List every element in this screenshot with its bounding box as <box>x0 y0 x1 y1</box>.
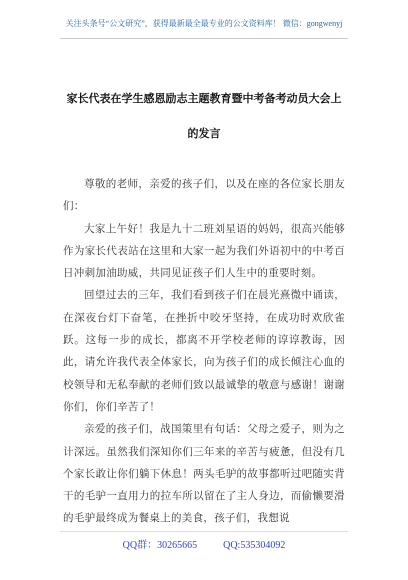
document-body <box>63 173 345 530</box>
document-title-line2: 的发言 <box>187 127 221 140</box>
footer-qq: QQ:535304092 <box>223 540 286 551</box>
page-footer <box>0 536 408 551</box>
footer-qq-group: QQ群：30265665 <box>122 540 198 551</box>
page-header: 关注头条号“公文研究”，获得最新最全最专业的公文资料库！ 微信：gongwenyj <box>65 19 343 28</box>
document-title-line1: 家长代表在学生感恩励志主题教育暨中考备考动员大会上 <box>66 92 342 105</box>
paragraph-salutation: 尊敬的老师，亲爱的孩子们，以及在座的各位家长朋友们： <box>63 178 345 213</box>
footer-divider <box>60 531 348 532</box>
paragraph-thanks: 回望过去的三年，我们看到孩子们在晨光熹微中诵读，在深夜台灯下奋笔，在挫折中咬牙坚持，在成功时欢欣雀跃。这每一步的成长，都离不开学校老师的谆谆教诲，因此，请允许我代表全体家长，向为孩子们的成长倾注心血的校领导和无私奉献的老师们致以最诚挚的敬意与感谢！谢谢你们，你们辛苦了！ <box>63 289 345 413</box>
paragraph-children: 亲爱的孩子们，战国策里有句话：父母之爱子，则为之计深远。虽然我们深知你们三年来的辛苦与疲惫，但没有几个家长敢让你们躺下休息！两头毛驴的故事都听过吧随实背干的毛驴一直用力的拉车所以留在了主人身边，而偷懒要滑的毛驴最终成为餐桌上的美食，孩子们，我想说 <box>63 423 345 525</box>
header-divider <box>60 38 348 39</box>
paragraph-greeting: 大家上午好！我是九十二班刘星语的妈妈，很高兴能够作为家长代表站在这里和大家一起为我们外语初中的中考百日冲刺加油助威，共同见证孩子们人生中的重要时刻。 <box>63 222 345 280</box>
